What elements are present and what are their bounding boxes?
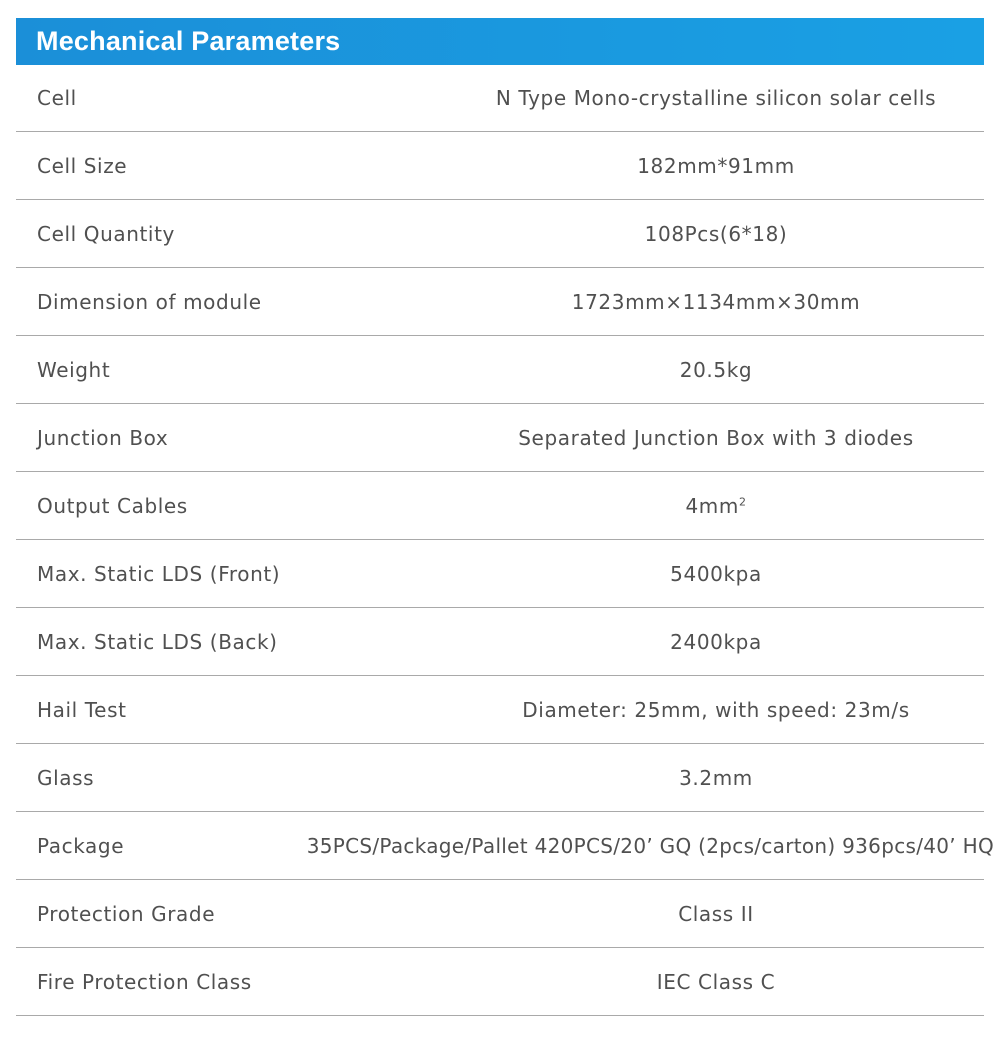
row-value: 108Pcs(6*18) — [644, 221, 788, 246]
parameter-list — [16, 65, 994, 1016]
row-label: Hail Test — [37, 697, 127, 722]
row-label: Glass — [37, 765, 95, 790]
table-title: Mechanical Parameters — [36, 26, 341, 56]
row-value: 35PCS/Package/Pallet 420PCS/20’ GQ (2pcs/carton) 936pcs/40’ HQ — [306, 833, 994, 858]
row-label: Cell Quantity — [37, 221, 175, 246]
row-value: 3.2mm — [679, 765, 753, 790]
row-value-text: 4mm — [685, 493, 739, 518]
row-label: Cell Size — [37, 153, 128, 178]
table-row-protection-grade — [16, 880, 984, 948]
table-row-cell-size — [16, 132, 984, 200]
row-value: 1723mm×1134mm×30mm — [571, 289, 861, 314]
row-label: Package — [37, 833, 125, 858]
row-value: 182mm*91mm — [637, 153, 795, 178]
row-label: Cell — [37, 86, 77, 110]
table-row-output-cables — [16, 472, 984, 540]
row-label: Max. Static LDS (Back) — [37, 629, 278, 654]
table-row-cell — [16, 65, 984, 132]
table-row-static-lds-back — [16, 608, 984, 676]
row-label: Max. Static LDS (Front) — [37, 561, 281, 586]
row-value — [436, 494, 996, 518]
mechanical-parameters-table — [16, 18, 994, 1016]
row-label: Dimension of module — [37, 289, 262, 314]
table-row-weight — [16, 336, 984, 404]
row-value: N Type Mono-crystalline silicon solar cells — [495, 86, 937, 110]
row-value: 20.5kg — [679, 357, 753, 382]
table-header-bar — [16, 18, 984, 65]
table-row-fire-protection — [16, 948, 984, 1016]
table-row-glass — [16, 744, 984, 812]
row-value: IEC Class C — [656, 969, 776, 994]
table-row-static-lds-front — [16, 540, 984, 608]
row-label: Weight — [37, 357, 111, 382]
row-value: 5400kpa — [670, 561, 762, 586]
table-row-cell-quantity — [16, 200, 984, 268]
row-label: Output Cables — [37, 493, 188, 518]
row-value: 2400kpa — [670, 629, 762, 654]
table-row-hail-test — [16, 676, 984, 744]
row-value: Separated Junction Box with 3 diodes — [518, 425, 914, 450]
row-value: Class II — [678, 901, 754, 926]
row-value: Diameter: 25mm, with speed: 23m/s — [522, 697, 910, 722]
row-label: Junction Box — [37, 425, 169, 450]
table-row-junction-box — [16, 404, 984, 472]
table-row-dimension — [16, 268, 984, 336]
row-label: Protection Grade — [37, 901, 216, 926]
superscript: 2 — [738, 494, 747, 508]
table-row-package — [16, 812, 994, 880]
row-label: Fire Protection Class — [37, 969, 252, 994]
